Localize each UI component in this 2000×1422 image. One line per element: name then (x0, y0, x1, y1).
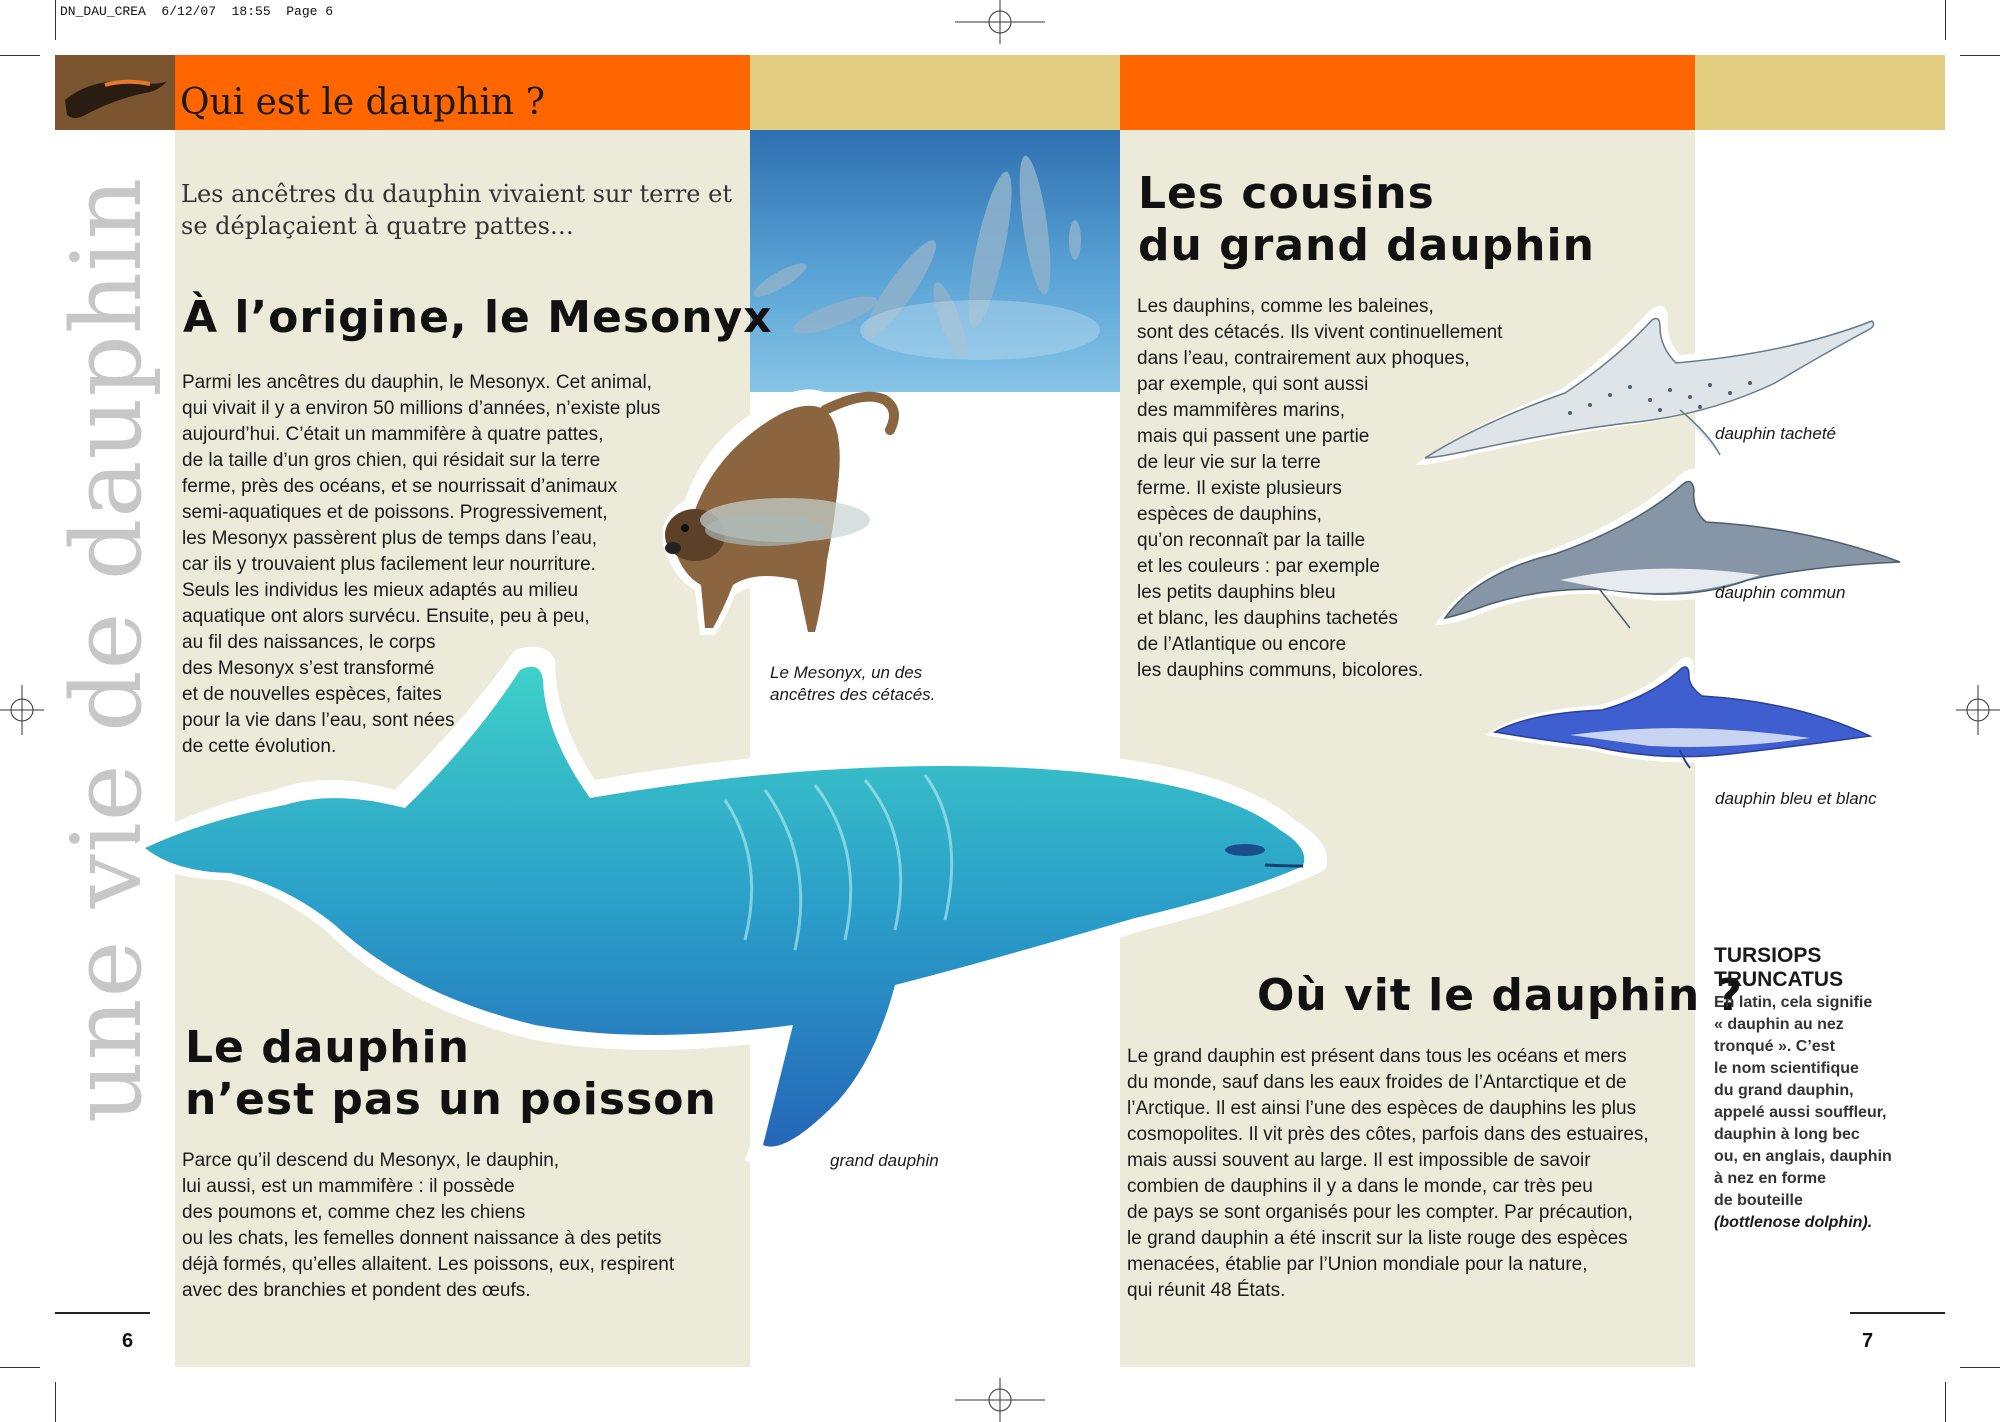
cousins-heading (1138, 168, 1595, 272)
header-band-sand-right (1695, 55, 1945, 130)
crop-mark (1945, 0, 1946, 40)
registration-mark-top (955, 0, 1045, 44)
cousins-body: Les dauphins, comme les baleines, sont des cétacés. Ils vivent continuellement dans l’eau, contrairement aux phoques, par exemple, qui sont aussi des mammifères marins, mais qui passent une partie de leur vie sur la terre ferme. Il existe plusieurs espèces de dauphins, qu’on reconnaît par la taille et les couleurs : par exemple les petits dauphins bleu et blanc, les dauphins tachetés de l’Atlantique ou encore les dauphins communs, bicolores. (1137, 296, 1503, 681)
striped-dolphin-caption: dauphin bleu et blanc (1715, 789, 1877, 808)
crop-mark (0, 55, 40, 56)
crop-mark (1945, 1382, 1946, 1422)
cousins-heading-line1: Les cousins (1138, 168, 1435, 219)
page-number-left: 6 (122, 1330, 134, 1352)
mesonyx-illustration (655, 350, 910, 650)
section-title: Qui est le dauphin ? (180, 82, 545, 123)
not-fish-heading (185, 1022, 717, 1126)
header-thumbnail (55, 55, 175, 130)
sidebar-title: TURSIOPS TRUNCATUS (1714, 944, 1844, 991)
sidebar-body-text: En latin, cela signifie « dauphin au nez tronqué ». C’est le nom scientifique du grand dauphin, appelé aussi souffleur, dauphin à long bec ou, en anglais, dauphin à nez en forme de bouteille (1714, 994, 1892, 1209)
origin-heading: À l’origine, le Mesonyx (183, 292, 773, 343)
not-fish-heading-line2: n’est pas un poisson (185, 1074, 717, 1125)
registration-mark-bottom (955, 1378, 1045, 1422)
sidebar-body (1714, 992, 1914, 1234)
intro-text: Les ancêtres du dauphin vivaient sur terre et se déplaçaient à quatre pattes… (181, 180, 732, 240)
crop-mark (0, 1367, 40, 1368)
not-fish-body: Parce qu’il descend du Mesonyx, le dauphin, lui aussi, est un mammifère : il possède des poumons et, comme chez les chiens ou les chats, les femelles donnent naissance à des petits déjà formés, qu’elles allaitent. Les poissons, eux, respirent avec des branchies et pondent des œufs. (182, 1150, 675, 1301)
spotted-dolphin-caption: dauphin tacheté (1715, 424, 1836, 443)
mesonyx-caption: Le Mesonyx, un des ancêtres des cétacés. (770, 663, 936, 704)
registration-mark-left (0, 685, 44, 735)
header-band-sand-left (750, 55, 1120, 130)
page-rule-right (1850, 1312, 1945, 1314)
striped-dolphin-icon (1480, 650, 1885, 770)
crop-mark (1960, 55, 2000, 56)
habitat-body: Le grand dauphin est présent dans tous les océans et mers du monde, sauf dans les eaux froides de l’Antarctique et de l’Arctique. Il est ainsi l’une des espèces de dauphins les plus cosmopolites. Il vit près des côtes, parfois dans des estuaires, mais aussi souvent au large. Il est impossible de savoir combien de dauphins il y a dans le monde, car très peu de pays se sont organisés pour les compter. Par précaution, le grand dauphin a été inscrit sur la liste rouge des espèces menacées, établie par l’Union mondiale pour la nature, qui réunit 48 États. (1127, 1046, 1649, 1301)
dolphin-thumbnail-icon (55, 55, 175, 130)
mesonyx-icon (655, 350, 910, 650)
origin-body: Parmi les ancêtres du dauphin, le Mesonyx. Cet animal, qui vivait il y a environ 50 millions d’années, n’existe plus aujourd’hui. C’était un mammifère à quatre pattes, de la taille d’un gros chien, qui résidait sur la terre ferme, près des océans, et se nourrissait d’animaux semi-aquatiques et de poissons. Progressivement, les Mesonyx passèrent plus de temps dans l’eau, car ils y trouvaient plus facilement leur nourriture. Seuls les individus les mieux adaptés au milieu aquatique ont alors survécu. Ensuite, peu à peu, au fil des naissances, le corps des Mesonyx s’est transformé et de nouvelles espèces, faites pour la vie dans l’eau, sont nées de cette évolution. (182, 372, 661, 757)
sidebar-body-english: (bottlenose dolphin). (1714, 1214, 1873, 1231)
page-rule-left (55, 1312, 150, 1314)
registration-mark-right (1956, 685, 2000, 735)
grand-dauphin-caption: grand dauphin (830, 1151, 939, 1170)
header-band-orange-right (1120, 55, 1695, 130)
common-dolphin-caption: dauphin commun (1715, 583, 1846, 602)
page-number-right: 7 (1862, 1330, 1874, 1352)
crop-mark (55, 0, 56, 40)
print-header: DN_DAU_CREA 6/12/07 18:55 Page 6 (60, 4, 334, 19)
crop-mark (55, 1382, 56, 1422)
crop-mark (1960, 1367, 2000, 1368)
cousins-heading-line2: du grand dauphin (1138, 220, 1595, 271)
not-fish-heading-line1: Le dauphin (185, 1022, 470, 1073)
vertical-title-text: une vie de dauphin (51, 176, 163, 1124)
habitat-heading: Où vit le dauphin ? (1257, 970, 1743, 1021)
